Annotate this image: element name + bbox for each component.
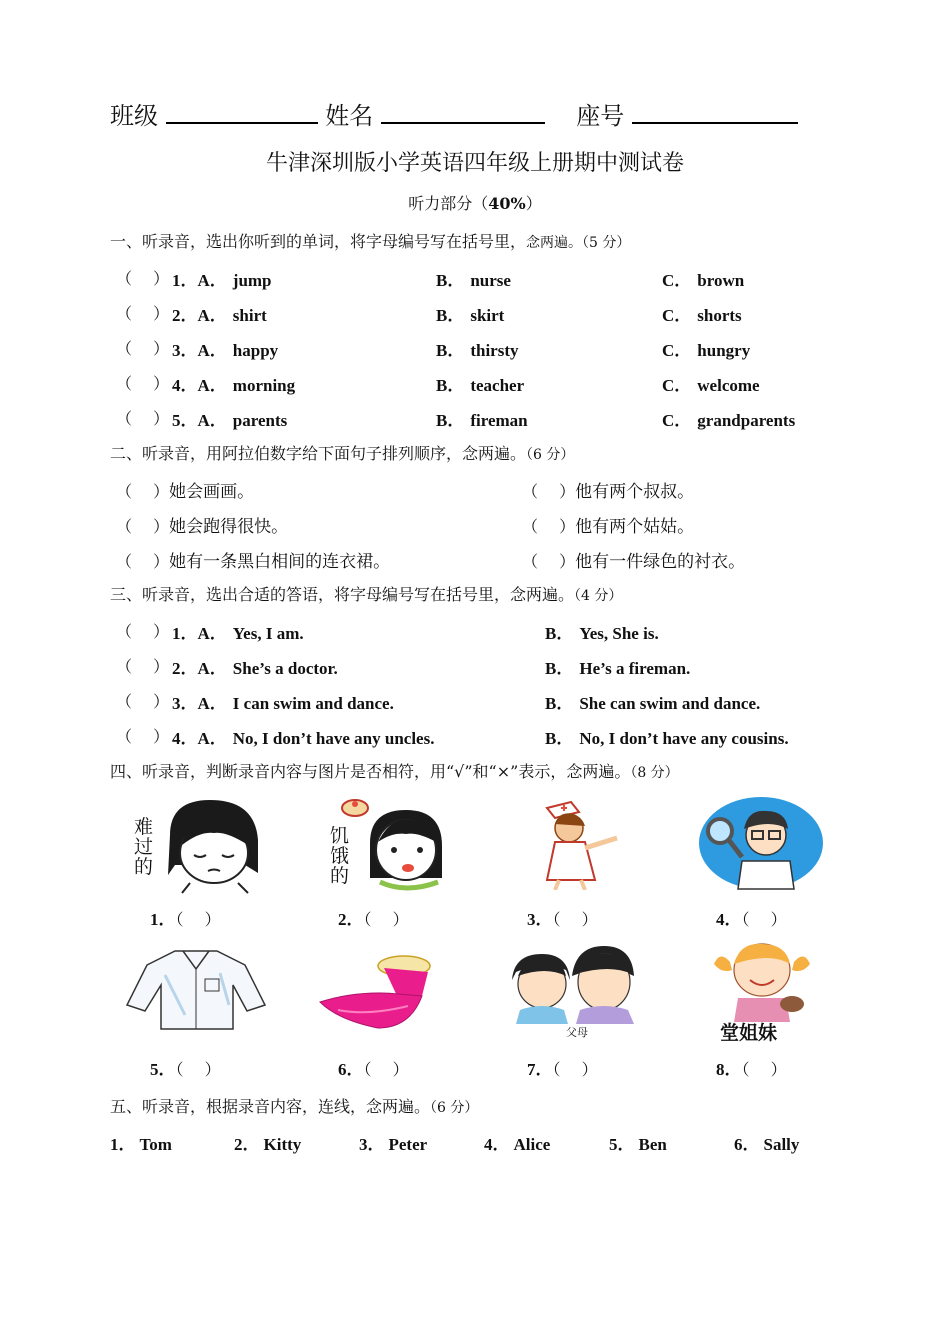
order-item-right: （ ）他有两个叔叔。 <box>522 482 695 502</box>
picture-answer-1[interactable]: 1．（ ） <box>150 910 221 929</box>
name-label: 姓名 <box>325 102 374 130</box>
option-a: 3．A． I can swim and dance. <box>172 694 394 713</box>
option-b: B． skirt <box>436 306 505 325</box>
match-name[interactable]: 5． Ben <box>609 1135 667 1154</box>
picture-answer-5[interactable]: 5．（ ） <box>150 1060 221 1079</box>
section3-heading: 三、听录音，选出合适的答语，将字母编号写在括号里，念两遍。（4 分） <box>110 585 623 604</box>
order-blank[interactable]: （ ） <box>116 517 170 536</box>
seat-field[interactable] <box>632 100 798 124</box>
order-item-left: （ ）她有一条黑白相间的连衣裙。 <box>116 552 391 572</box>
order-blank[interactable]: （ ） <box>522 482 576 501</box>
header <box>110 96 798 131</box>
parents-picture <box>506 940 640 1038</box>
cousins-label: 堂姐妹 <box>720 1022 778 1044</box>
match-name[interactable]: 1． Tom <box>110 1135 172 1154</box>
nurse-picture <box>525 798 625 890</box>
sad-girl-picture <box>130 795 270 895</box>
picture-answer-8[interactable]: 8．（ ） <box>716 1060 787 1079</box>
class-field[interactable] <box>166 100 318 124</box>
option-a: 1．A． jump <box>172 271 272 290</box>
option-b: B． Yes, She is. <box>545 624 659 643</box>
shirt-picture <box>125 945 267 1031</box>
picture-answer-6[interactable]: 6．（ ） <box>338 1060 409 1079</box>
option-c: C． hungry <box>662 341 751 360</box>
section1-heading: 一、听录音，选出你听到的单词，将字母编号写在括号里，念两遍。（5 分） <box>110 232 631 251</box>
option-b: B． thirsty <box>436 341 519 360</box>
doctor-picture <box>698 795 824 891</box>
option-c: C． welcome <box>662 376 760 395</box>
option-b: B． No, I don’t have any cousins. <box>545 729 789 748</box>
picture-answer-2[interactable]: 2．（ ） <box>338 910 409 929</box>
answer-blank[interactable]: （ ） <box>116 692 170 711</box>
option-a: 2．A． She’s a doctor. <box>172 659 338 678</box>
sad-label: 难过的 <box>134 816 154 878</box>
answer-blank[interactable]: （ ） <box>116 727 170 746</box>
listening-part-heading: 听力部分（40%） <box>408 194 542 213</box>
order-blank[interactable]: （ ） <box>522 552 576 571</box>
answer-blank[interactable]: （ ） <box>116 622 170 641</box>
option-a: 1．A． Yes, I am. <box>172 624 304 643</box>
option-c: C． shorts <box>662 306 742 325</box>
section4-heading: 四、听录音，判断录音内容与图片是否相符，用“√”和“×”表示，念两遍。（8 分） <box>110 762 679 781</box>
answer-blank[interactable]: （ ） <box>116 269 170 288</box>
option-b: B． teacher <box>436 376 525 395</box>
hungry-label: 饥饿的 <box>330 825 350 887</box>
order-item-right: （ ）他有一件绿色的衬衣。 <box>522 552 746 572</box>
answer-blank[interactable]: （ ） <box>116 304 170 323</box>
option-b: B． She can swim and dance. <box>545 694 761 713</box>
page-title: 牛津深圳版小学英语四年级上册期中测试卷 <box>265 151 684 176</box>
picture-answer-3[interactable]: 3．（ ） <box>527 910 598 929</box>
answer-blank[interactable]: （ ） <box>116 374 170 393</box>
option-b: B． fireman <box>436 411 528 430</box>
answer-blank[interactable]: （ ） <box>116 339 170 358</box>
match-name[interactable]: 3． Peter <box>359 1135 428 1154</box>
picture-answer-4[interactable]: 4．（ ） <box>716 910 787 929</box>
parents-label: 父母 <box>566 1026 588 1039</box>
option-b: B． nurse <box>436 271 511 290</box>
option-c: C． brown <box>662 271 745 290</box>
answer-blank[interactable]: （ ） <box>116 657 170 676</box>
order-blank[interactable]: （ ） <box>116 482 170 501</box>
section2-heading: 二、听录音，用阿拉伯数字给下面句子排列顺序，念两遍。（6 分） <box>110 444 575 463</box>
answer-blank[interactable]: （ ） <box>116 409 170 428</box>
section5-heading: 五、听录音，根据录音内容，连线，念两遍。（6 分） <box>110 1097 479 1116</box>
option-b: B． He’s a fireman. <box>545 659 691 678</box>
option-a: 4．A． No, I don’t have any uncles. <box>172 729 435 748</box>
name-field[interactable] <box>381 100 545 124</box>
order-blank[interactable]: （ ） <box>116 552 170 571</box>
seat-label: 座号 <box>576 102 625 130</box>
hungry-girl-picture <box>330 798 450 894</box>
order-item-left: （ ）她会画画。 <box>116 482 255 502</box>
option-a: 5．A． parents <box>172 411 288 430</box>
option-c: C． grandparents <box>662 411 796 430</box>
option-a: 2．A． shirt <box>172 306 267 325</box>
order-blank[interactable]: （ ） <box>522 517 576 536</box>
match-name[interactable]: 4． Alice <box>484 1135 551 1154</box>
order-item-left: （ ）她会跑得很快。 <box>116 517 289 537</box>
class-label: 班级 <box>110 102 158 130</box>
cousins-picture <box>710 940 814 1044</box>
match-name[interactable]: 2． Kitty <box>234 1135 302 1154</box>
dress-picture <box>318 950 452 1030</box>
option-a: 3．A． happy <box>172 341 279 360</box>
match-name[interactable]: 6． Sally <box>734 1135 800 1154</box>
picture-answer-7[interactable]: 7．（ ） <box>527 1060 598 1079</box>
option-a: 4．A． morning <box>172 376 296 395</box>
order-item-right: （ ）他有两个姑姑。 <box>522 517 695 537</box>
